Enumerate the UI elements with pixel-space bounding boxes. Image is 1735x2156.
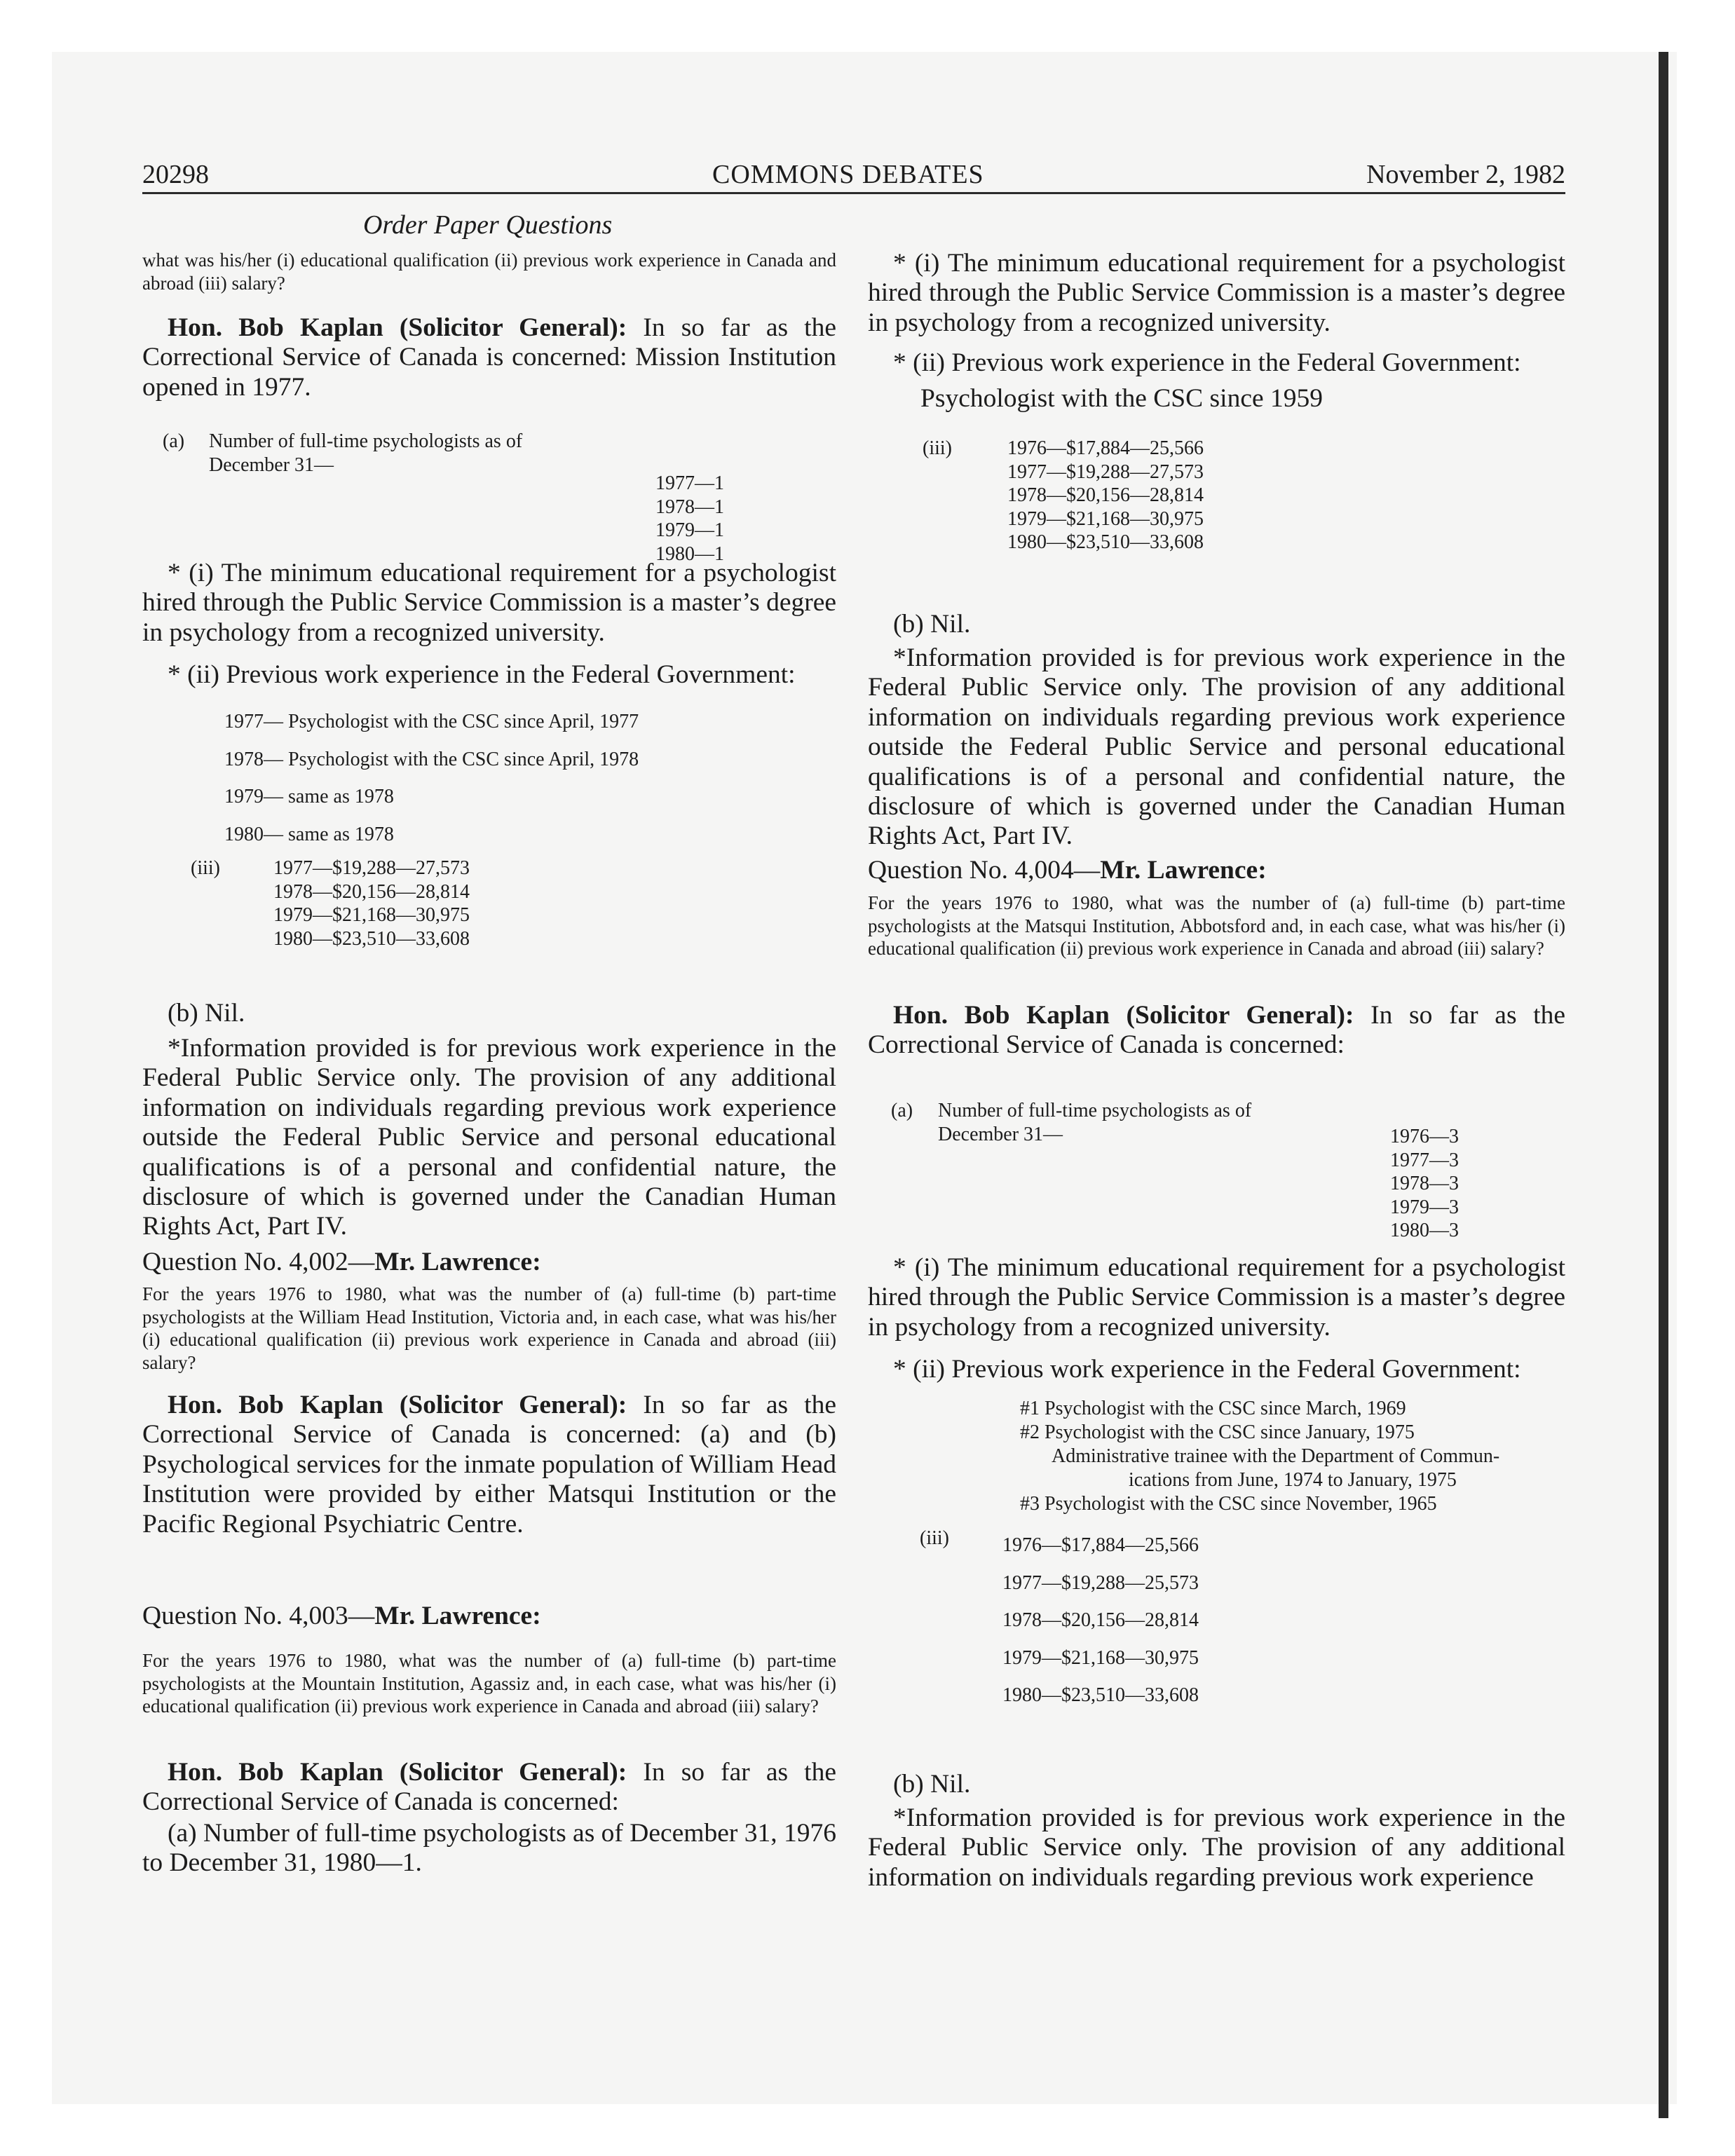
education-text: * (i) The minimum educational requirement for a psychologist hired through the Public Service Commission is a master’s degree in psychology from a recognized university.: [142, 559, 836, 647]
table-label: (a): [891, 1100, 913, 1121]
list-item: 1979—$21,168—30,975: [1002, 1646, 1199, 1669]
list-item: 1980—$23,510—33,608: [1002, 1684, 1199, 1706]
table-value: 1977—3: [1390, 1149, 1459, 1171]
salary-label: (iii): [191, 857, 220, 879]
nil-text: (b) Nil.: [893, 1770, 971, 1799]
answer-paragraph: [868, 1001, 1565, 1060]
question-heading: [868, 856, 1565, 885]
count-text: (a) Number of full-time psychologists as of December 31, 1976 to December 31, 1980—1.: [142, 1819, 836, 1878]
list-item: #3 Psychologist with the CSC since November, 1965: [1020, 1493, 1437, 1515]
list-item: 1980—$23,510—33,608: [273, 927, 470, 950]
answer-paragraph: [142, 1391, 836, 1539]
nil-text: (b) Nil.: [893, 610, 971, 639]
count-paragraph: [142, 1819, 836, 1878]
question-number: Question No. 4,002—: [142, 1248, 375, 1276]
question-text: For the years 1976 to 1980, what was the number of (a) full-time (b) part-time psychologists at the Matsqui Institution, Abbotsford and, in each case, what was his/her (i) educational qualification (ii) previous work experience in Canada and abroad (iii) salary?: [868, 892, 1565, 960]
question-heading: [142, 1248, 836, 1277]
answer-text: In so far as the Correctional Service of Canada is concerned:: [868, 1001, 1565, 1060]
list-item: 1979—$21,168—30,975: [273, 904, 470, 926]
info-text: *Information provided is for previous work experience in the Federal Public Service only. The provision of any additional information on individuals regarding previous work experience outside the Federal Public Service and personal educational qualifications is of a personal and confidential nature, the disclosure of which is governed under the Canadian Human Rights Act, Part IV.: [142, 1034, 836, 1241]
table-values: [655, 472, 724, 566]
nil-paragraph: [868, 610, 1565, 639]
table-value: 1979—1: [655, 519, 724, 541]
list-item: 1977— Psychologist with the CSC since April, 1977: [224, 711, 639, 732]
previous-work-line: Psychologist with the CSC since 1959: [920, 384, 1323, 413]
speaker: Hon. Bob Kaplan (Solicitor General):: [168, 1758, 627, 1787]
table-value: 1980—3: [1390, 1220, 1459, 1241]
list-item: 1978— Psychologist with the CSC since April, 1978: [224, 748, 639, 770]
question-text: For the years 1976 to 1980, what was the number of (a) full-time (b) part-time psychologists at the William Head Institution, Victoria and, in each case, what was his/her (i) educational qualification (ii) previous work experience in Canada and abroad (iii) salary?: [142, 1283, 836, 1373]
salary-list: [1007, 437, 1204, 554]
previous-work-text: * (ii) Previous work experience in the Federal Government:: [893, 348, 1521, 377]
previous-work-list: [995, 1397, 1535, 1516]
table-value: 1979—3: [1390, 1196, 1459, 1218]
answer-text: In so far as the Correctional Service of Canada is concerned: Mission Institution opened in 1977.: [142, 313, 836, 402]
nil-text: (b) Nil.: [168, 999, 245, 1028]
question-member: Mr. Lawrence:: [374, 1602, 541, 1630]
salary-list: [273, 857, 470, 950]
table-text: Number of full-time psychologists as of: [938, 1100, 1252, 1121]
education-paragraph: [868, 249, 1565, 338]
header-date: November 2, 1982: [1366, 160, 1565, 189]
question-tail: what was his/her (i) educational qualification (ii) previous work experience in Canada and abroad (iii) salary?: [142, 250, 836, 294]
answer-text: In so far as the Correctional Service of Canada is concerned: (a) and (b) Psychological services for the inmate population of William Head Institution were provided by either Matsqui Institution or the Pacific Regional Psychiatric Centre.: [142, 1391, 836, 1538]
list-item: #1 Psychologist with the CSC since March, 1969: [1020, 1398, 1406, 1419]
nil-paragraph: [868, 1770, 1565, 1799]
header-rule: [142, 192, 1565, 194]
list-item: 1976—$17,884—25,566: [1007, 437, 1204, 459]
list-item: 1980—$23,510—33,608: [1007, 531, 1204, 553]
speaker: Hon. Bob Kaplan (Solicitor General):: [893, 1001, 1354, 1030]
education-paragraph: [868, 1253, 1565, 1342]
nil-paragraph: [142, 999, 836, 1028]
answer-paragraph: [142, 1758, 836, 1817]
salary-list: [1002, 1527, 1199, 1714]
table-value: 1977—1: [655, 472, 724, 494]
info-paragraph: [142, 1034, 836, 1242]
table-value: 1978—3: [1390, 1173, 1459, 1194]
education-paragraph: [142, 559, 836, 648]
table-text: December 31—: [938, 1124, 1063, 1145]
list-item: 1976—$17,884—25,566: [1002, 1534, 1199, 1556]
table-value: 1980—1: [655, 543, 724, 565]
info-text: *Information provided is for previous work experience in the Federal Public Service only. The provision of any additional information on individuals regarding previous work experience: [868, 1803, 1565, 1892]
question-text: For the years 1976 to 1980, what was the number of (a) full-time (b) part-time psychologists at the Mountain Institution, Agassiz and, in each case, what was his/her (i) educational qualification (ii) previous work experience in Canada and abroad (iii) salary?: [142, 1650, 836, 1717]
question-number: Question No. 4,004—: [868, 856, 1101, 885]
answer-paragraph: [142, 313, 836, 402]
question-heading: [142, 1602, 836, 1631]
list-item: 1979— same as 1978: [224, 786, 394, 807]
previous-work-heading: [868, 348, 1565, 378]
list-item: 1977—$19,288—27,573: [1007, 460, 1204, 483]
page-number: 20298: [142, 160, 209, 189]
info-paragraph: [868, 1803, 1565, 1892]
list-item: Administrative trainee with the Department of Commun-: [1052, 1445, 1500, 1467]
list-item: 1978—$20,156—28,814: [1007, 484, 1204, 506]
education-text: * (i) The minimum educational requirement for a psychologist hired through the Public Service Commission is a master’s degree in psychology from a recognized university.: [868, 1253, 1565, 1342]
info-paragraph: [868, 643, 1565, 852]
table-text: December 31—: [209, 454, 334, 476]
education-text: * (i) The minimum educational requirement for a psychologist hired through the Public Service Commission is a master’s degree in psychology from a recognized university.: [868, 249, 1565, 337]
publication-title: COMMONS DEBATES: [712, 160, 984, 189]
list-item: 1977—$19,288—25,573: [1002, 1571, 1199, 1594]
list-item: 1977—$19,288—27,573: [273, 857, 470, 879]
binding-edge: [1659, 52, 1668, 2118]
answer-text: In so far as the Correctional Service of Canada is concerned:: [142, 1758, 836, 1817]
previous-work-text: * (ii) Previous work experience in the Federal Government:: [893, 1355, 1521, 1384]
table-values: [1390, 1125, 1459, 1243]
salary-label: (iii): [920, 1527, 949, 1549]
list-item: 1979—$21,168—30,975: [1007, 507, 1204, 530]
question-member: Mr. Lawrence:: [1100, 856, 1267, 885]
question-member: Mr. Lawrence:: [374, 1248, 541, 1276]
list-item: 1978—$20,156—28,814: [1002, 1609, 1199, 1631]
previous-work-list: [224, 703, 639, 853]
speaker: Hon. Bob Kaplan (Solicitor General):: [168, 313, 627, 342]
list-item: #2 Psychologist with the CSC since January, 1975: [1020, 1421, 1415, 1443]
info-text: *Information provided is for previous work experience in the Federal Public Service only. The provision of any additional information on individuals regarding previous work experience outside the Federal Public Service and personal educational qualifications is of a personal and confidential nature, the disclosure of which is governed under the Canadian Human Rights Act, Part IV.: [868, 643, 1565, 851]
salary-label: (iii): [923, 437, 952, 459]
previous-work-text: * (ii) Previous work experience in the Federal Government:: [168, 660, 796, 689]
table-value: 1978—1: [655, 496, 724, 518]
previous-work-heading: [868, 1355, 1565, 1384]
table-text: Number of full-time psychologists as of: [209, 430, 523, 452]
list-item: ications from June, 1974 to January, 1975: [1129, 1469, 1457, 1491]
question-number: Question No. 4,003—: [142, 1602, 375, 1630]
previous-work-heading: [142, 660, 836, 690]
list-item: 1980— same as 1978: [224, 823, 394, 845]
table-value: 1976—3: [1390, 1126, 1459, 1147]
speaker: Hon. Bob Kaplan (Solicitor General):: [168, 1391, 627, 1419]
list-item: 1978—$20,156—28,814: [273, 880, 470, 903]
table-label: (a): [163, 430, 185, 452]
section-title: Order Paper Questions: [363, 210, 613, 240]
